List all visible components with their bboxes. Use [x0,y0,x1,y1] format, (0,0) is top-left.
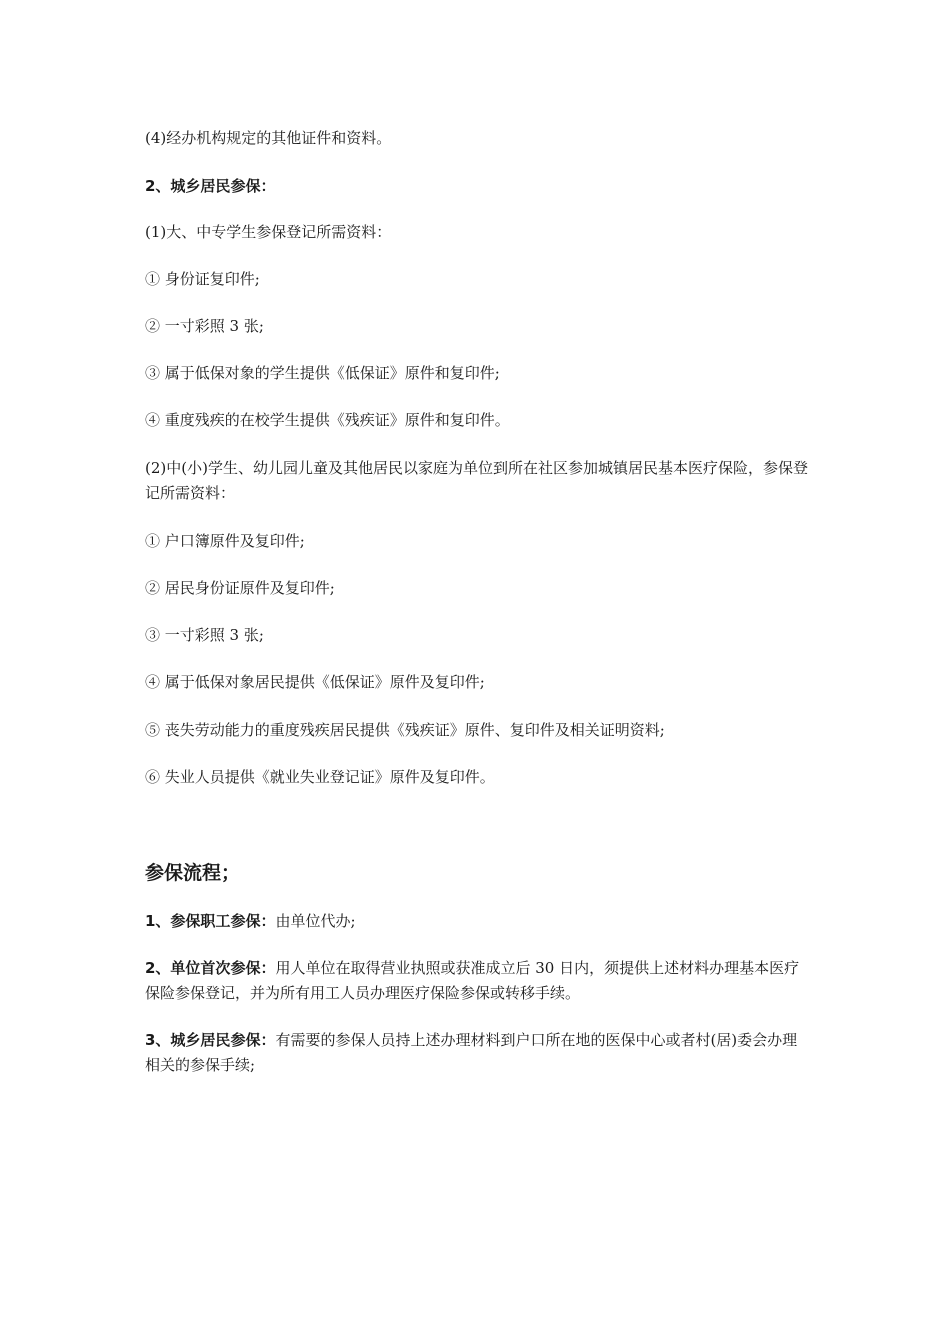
process-step [145,909,815,933]
list-item: ③ 属于低保对象的学生提供《低保证》原件和复印件; [145,364,500,382]
list-item: ④ 属于低保对象居民提供《低保证》原件及复印件; [145,673,485,691]
list-item: ⑤ 丧失劳动能力的重度残疾居民提供《残疾证》原件、复印件及相关证明资料; [145,721,665,739]
process-step-label: 2、单位首次参保： [145,959,276,977]
list-item: ③ 一寸彩照 3 张; [145,626,264,644]
process-step-text: 由单位代办; [275,912,356,930]
process-step-label: 3、城乡居民参保： [145,1031,276,1049]
process-step-text: 用人单位在取得营业执照或获准成立后 30 日内，须提供上述材料办理基本医疗保险参保登记，并为所有用工人员办理医疗保险参保或转移手续。 [145,959,800,1002]
section-heading-urban-rural: 2、城乡居民参保： [145,177,276,195]
list-item: ① 身份证复印件; [145,270,260,288]
requirement-item-4: (4)经办机构规定的其他证件和资料。 [145,129,392,147]
list-item: ① 户口簿原件及复印件; [145,532,305,550]
residents-intro: (2)中(小)学生、幼儿园儿童及其他居民以家庭为单位到所在社区参加城镇居民基本医疗保险，参保登记所需资料： [145,459,808,502]
process-step [145,956,810,1006]
list-item: ② 一寸彩照 3 张; [145,317,264,335]
students-intro: (1)大、中专学生参保登记所需资料： [145,223,392,241]
process-step-label: 1、参保职工参保： [145,912,276,930]
process-step-text: 有需要的参保人员持上述办理材料到户口所在地的医保中心或者村(居)委会办理相关的参保手续; [145,1031,798,1074]
list-item: ⑥ 失业人员提供《就业失业登记证》原件及复印件。 [145,768,495,786]
list-item: ② 居民身份证原件及复印件; [145,579,335,597]
process-step [145,1028,810,1078]
list-item: ④ 重度残疾的在校学生提供《残疾证》原件和复印件。 [145,411,510,429]
process-title: 参保流程； [145,862,241,884]
